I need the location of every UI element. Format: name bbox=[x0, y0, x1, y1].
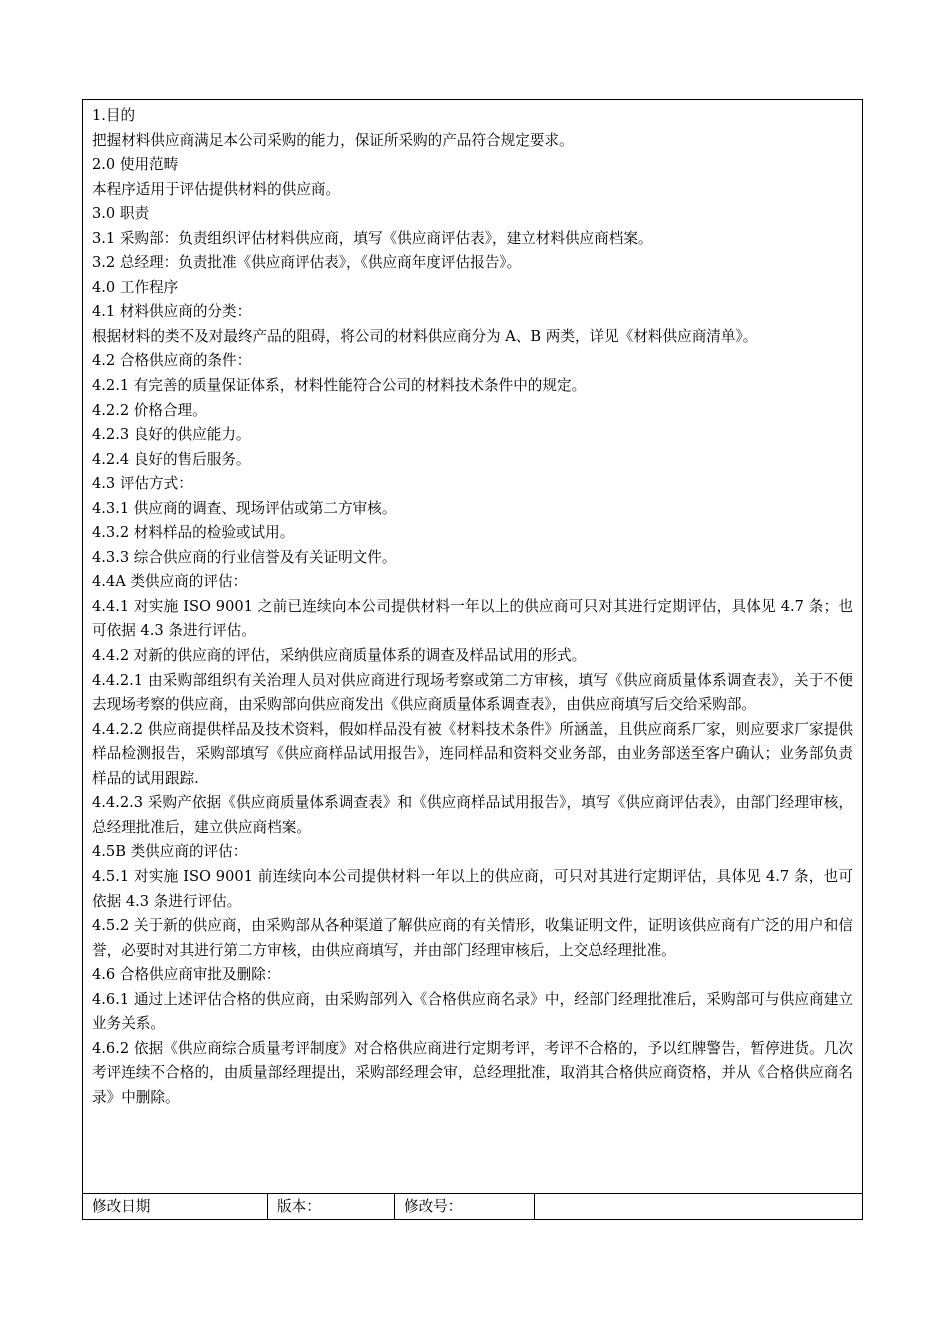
document-frame bbox=[82, 99, 863, 1220]
revision-empty-cell bbox=[535, 1194, 862, 1219]
paragraph: 4.2.4 良好的售后服务。 bbox=[92, 450, 251, 468]
paragraph: 4.2.3 良好的供应能力。 bbox=[92, 426, 251, 444]
paragraph: 4.4.1 对实施 ISO 9001 之前已连续向本公司提供材料一年以上的供应商可只对其进行定期评估，具体见 4.7 条；也可依据 4.3 条进行评估。 bbox=[92, 597, 853, 640]
paragraph: 3.1 采购部：负责组织评估材料供应商，填写《供应商评估表》，建立材料供应商档案。 bbox=[92, 229, 653, 247]
paragraph: 4.4.2.2 供应商提供样品及技术资料，假如样品没有被《材料技术条件》所涵盖，且供应商系厂家，则应要求厂家提供样品检测报告，采购部填写《供应商样品试用报告》，连同样品和资料交业务部，由业务部送至客户确认；业务部负责样品的试用跟踪. bbox=[92, 720, 853, 787]
paragraph: 本程序适用于评估提供材料的供应商。 bbox=[92, 180, 341, 198]
paragraph: 根据材料的类不及对最终产品的阻碍，将公司的材料供应商分为 A、B 两类，详见《材料供应商清单》。 bbox=[92, 327, 758, 345]
heading-responsibility: 3.0 职责 bbox=[92, 205, 150, 223]
paragraph: 4.4.2.3 采购产依据《供应商质量体系调查表》和《供应商样品试用报告》，填写《供应商评估表》，由部门经理审核，总经理批准后，建立供应商档案。 bbox=[92, 794, 853, 836]
paragraph: 4.5.2 关于新的供应商，由采购部从各种渠道了解供应商的有关情形，收集证明文件，证明该供应商有广泛的用户和信誉，必要时对其进行第二方审核，由供应商填写，并由部门经理审核后，上交总经理批准。 bbox=[92, 917, 853, 959]
paragraph: 4.3 评估方式： bbox=[92, 475, 193, 493]
paragraph: 4.2.2 价格合理。 bbox=[92, 401, 207, 419]
revision-date-label: 修改日期 bbox=[83, 1194, 268, 1219]
paragraph: 4.5B 类供应商的评估： bbox=[92, 843, 248, 861]
paragraph: 4.6.2 依据《供应商综合质量考评制度》对合格供应商进行定期考评，考评不合格的，予以红牌警告，暂停进货。几次考评连续不合格的，由质量部经理提出，采购部经理会审，总经理批准，取消其合格供应商资格，并从《合格供应商名录》中删除。 bbox=[92, 1039, 853, 1106]
revision-footer-row bbox=[83, 1193, 862, 1219]
paragraph: 3.2 总经理：负责批准《供应商评估表》，《供应商年度评估报告》。 bbox=[92, 254, 522, 272]
revision-number-label: 修改号： bbox=[395, 1194, 535, 1219]
document-body bbox=[83, 100, 862, 1195]
version-label: 版本： bbox=[268, 1194, 395, 1219]
heading-scope: 2.0 使用范畴 bbox=[92, 156, 179, 174]
paragraph: 4.4A 类供应商的评估： bbox=[92, 573, 248, 591]
paragraph: 4.2.1 有完善的质量保证体系，材料性能符合公司的材料技术条件中的规定。 bbox=[92, 377, 587, 395]
paragraph: 4.3.2 材料样品的检验或试用。 bbox=[92, 524, 295, 542]
heading-procedure: 4.0 工作程序 bbox=[92, 278, 179, 296]
paragraph: 4.6 合格供应商审批及删除： bbox=[92, 966, 281, 984]
paragraph: 把握材料供应商满足本公司采购的能力，保证所采购的产品符合规定要求。 bbox=[92, 131, 574, 149]
heading-purpose: 1.目的 bbox=[92, 107, 136, 124]
paragraph: 4.2 合格供应商的条件： bbox=[92, 352, 252, 370]
paragraph: 4.5.1 对实施 ISO 9001 前连续向本公司提供材料一年以上的供应商，可只对其进行定期评估，具体见 4.7 条，也可依据 4.3 条进行评估。 bbox=[92, 867, 853, 910]
paragraph: 4.1 材料供应商的分类： bbox=[92, 303, 252, 321]
paragraph: 4.3.3 综合供应商的行业信誉及有关证明文件。 bbox=[92, 548, 397, 566]
paragraph: 4.4.2.1 由采购部组织有关治理人员对供应商进行现场考察或第二方审核，填写《供应商质量体系调查表》，关于不便去现场考察的供应商，由采购部向供应商发出《供应商质量体系调查表》，由供应商填写后交给采购部。 bbox=[92, 671, 853, 714]
paragraph: 4.4.2 对新的供应商的评估，采纳供应商质量体系的调查及样品试用的形式。 bbox=[92, 647, 587, 665]
paragraph: 4.6.1 通过上述评估合格的供应商，由采购部列入《合格供应商名录》中，经部门经理批准后，采购部可与供应商建立业务关系。 bbox=[92, 990, 853, 1033]
paragraph: 4.3.1 供应商的调查、现场评估或第二方审核。 bbox=[92, 499, 397, 517]
